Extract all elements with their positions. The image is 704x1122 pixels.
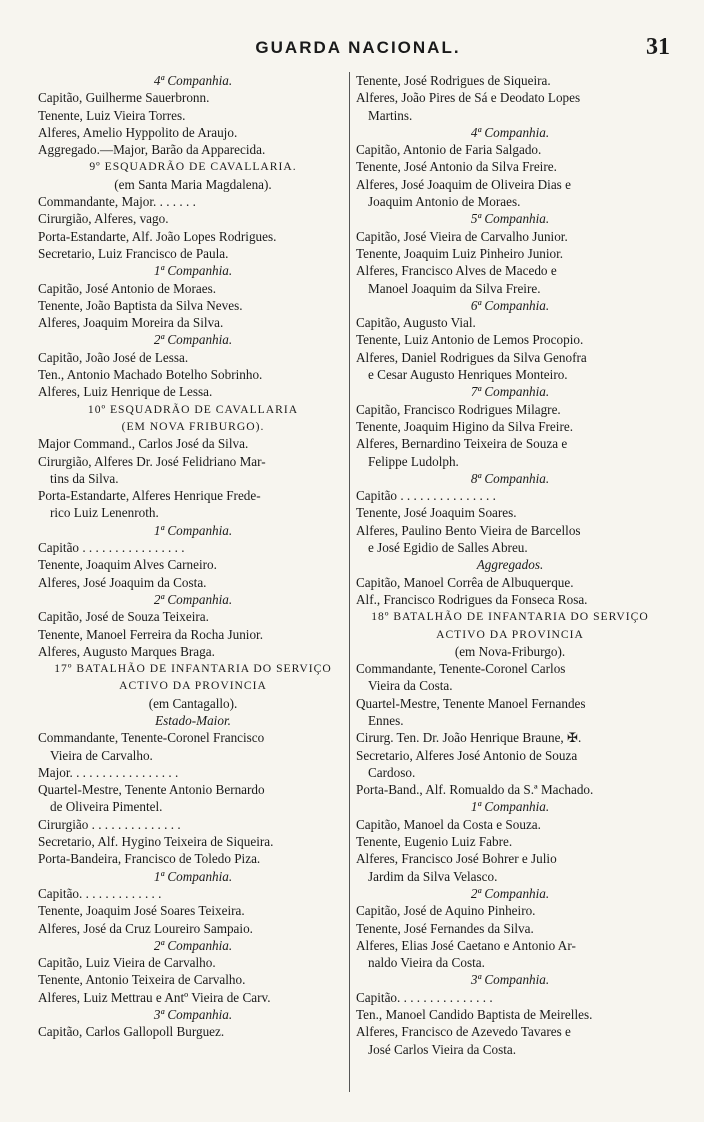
roster-line: Ennes. (368, 712, 404, 728)
section-heading: 4ª Companhia. (470, 124, 550, 140)
roster-line: Tenente, José Fernandes da Silva. (356, 920, 534, 936)
right-column (356, 72, 664, 1058)
section-heading: ACTIVO DA PROVINCIA (119, 679, 267, 693)
roster-line: Alferes, Elias José Caetano e Antonio Ar- (356, 937, 576, 953)
roster-line: Capitão . . . . . . . . . . . . . . . . (38, 540, 185, 556)
roster-line: Tenente, José Antonio da Silva Freire. (356, 159, 557, 175)
roster-line: Alferes, Francisco de Azevedo Tavares e (356, 1024, 571, 1040)
section-heading: (em Nova-Friburgo). (454, 643, 566, 659)
roster-line: Commandante, Major. . . . . . . (38, 194, 196, 210)
roster-line: José Carlos Vieira da Costa. (368, 1041, 517, 1057)
roster-line: Capitão, Guilherme Sauerbronn. (38, 90, 210, 106)
roster-line: Alferes, Daniel Rodrigues da Silva Genofra (356, 349, 587, 365)
left-column (38, 72, 348, 1041)
roster-line: Tenente, José Joaquim Soares. (356, 505, 517, 521)
roster-line: Porta-Band., Alf. Romualdo da S.ª Machado. (356, 782, 594, 798)
roster-line: Alferes, Francisco Alves de Macedo e (356, 263, 557, 279)
roster-line: naldo Vieira da Costa. (368, 955, 485, 971)
section-heading: (em Cantagallo). (148, 695, 238, 711)
roster-line: Secretario, Alf. Hygino Teixeira de Siqueira. (38, 834, 274, 850)
roster-line: Alferes, Francisco José Bohrer e Julio (356, 851, 557, 867)
section-heading: 2ª Companhia. (153, 937, 233, 953)
roster-line: Manoel Joaquim da Silva Freire. (368, 280, 541, 296)
roster-line: Capitão, Luiz Vieira de Carvalho. (38, 955, 216, 971)
roster-line: Secretario, Luiz Francisco de Paula. (38, 245, 229, 261)
roster-line: Capitão, Carlos Gallopoll Burguez. (38, 1024, 225, 1040)
roster-line: Tenente, Joaquim Higino da Silva Freire. (356, 418, 573, 434)
roster-line: Tenente, José Rodrigues de Siqueira. (356, 73, 551, 88)
page-title: GUARDA NACIONAL. (255, 38, 461, 57)
section-heading: (em Santa Maria Magdalena). (114, 176, 272, 192)
roster-line: Secretario, Alferes José Antonio de Souza (356, 747, 578, 763)
roster-line: Alferes, Joaquim Moreira da Silva. (38, 315, 224, 331)
section-heading: 18º BATALHÃO DE INFANTARIA DO SERVIÇO (371, 610, 649, 624)
roster-line: Tenente, Eugenio Luiz Fabre. (356, 834, 513, 850)
roster-line: tins da Silva. (50, 470, 119, 486)
roster-line: Capitão, José de Souza Teixeira. (38, 609, 209, 625)
roster-line: Vieira da Costa. (368, 678, 453, 694)
section-heading: 2ª Companhia. (470, 885, 550, 901)
roster-line: Major. . . . . . . . . . . . . . . . . (38, 764, 179, 780)
section-heading: 7ª Companhia. (470, 384, 550, 400)
roster-line: Tenente, Manoel Ferreira da Rocha Junior. (38, 626, 264, 642)
roster-line: Alferes, José Joaquim de Oliveira Dias e (356, 176, 571, 192)
roster-line: Alferes, Paulino Bento Vieira de Barcellos (356, 522, 581, 538)
roster-line: Commandante, Tenente-Coronel Carlos (356, 661, 566, 677)
roster-line: Aggregado.—Major, Barão da Apparecida. (38, 142, 266, 158)
page-number: 31 (646, 34, 670, 60)
section-heading: 17º BATALHÃO DE INFANTARIA DO SERVIÇO (54, 662, 332, 676)
roster-line: e José Egidio de Salles Abreu. (368, 540, 528, 556)
roster-line: Porta-Estandarte, Alf. João Lopes Rodrigues. (38, 228, 277, 244)
section-heading: Estado-Maior. (155, 712, 231, 728)
roster-line: Major Command., Carlos José da Silva. (38, 436, 249, 452)
roster-line: Alferes, Bernardino Teixeira de Souza e (356, 436, 568, 452)
section-heading: 1ª Companhia. (470, 799, 550, 815)
column-divider (349, 72, 350, 1092)
section-heading: 1ª Companhia. (153, 263, 233, 279)
roster-line: Capitão, João José de Lessa. (38, 349, 189, 365)
roster-line: Vieira de Carvalho. (50, 747, 153, 763)
roster-line: Ten., Manoel Candido Baptista de Meirelles. (356, 1007, 593, 1023)
roster-line: Alferes, Augusto Marques Braga. (38, 643, 215, 659)
roster-line: Tenente, João Baptista da Silva Neves. (38, 297, 243, 313)
roster-line: Tenente, Luiz Vieira Torres. (38, 107, 186, 123)
roster-line: Cirurgião . . . . . . . . . . . . . . (38, 816, 181, 832)
roster-line: Alferes, João Pires de Sá e Deodato Lopes (356, 90, 581, 106)
section-heading: 10º ESQUADRÃO DE CAVALLARIA (87, 402, 299, 416)
roster-line: Capitão. . . . . . . . . . . . . . . (356, 989, 493, 1005)
roster-line: Capitão, José Antonio de Moraes. (38, 280, 217, 296)
roster-line: Tenente, Joaquim Luiz Pinheiro Junior. (356, 245, 564, 261)
section-heading: 2ª Companhia. (153, 591, 233, 607)
roster-line: Porta-Bandeira, Francisco de Toledo Piza. (38, 851, 261, 867)
roster-line: Jardim da Silva Velasco. (368, 868, 498, 884)
roster-line: Cirurgião, Alferes, vago. (38, 211, 169, 227)
roster-line: Alferes, Luiz Mettrau e Antº Vieira de Carv. (38, 989, 271, 1005)
section-heading: 1ª Companhia. (153, 522, 233, 538)
roster-line: Quartel-Mestre, Tenente Antonio Bernardo (38, 782, 265, 798)
section-heading: ACTIVO DA PROVINCIA (436, 627, 584, 641)
roster-line: Capitão . . . . . . . . . . . . . . . (356, 488, 496, 504)
section-heading: 2ª Companhia. (153, 332, 233, 348)
roster-line: Martins. (368, 107, 413, 123)
roster-line: Tenente, Luiz Antonio de Lemos Procopio. (356, 332, 584, 348)
section-heading: 5ª Companhia. (470, 211, 550, 227)
roster-line: de Oliveira Pimentel. (50, 799, 163, 815)
roster-line: Capitão, José de Aquino Pinheiro. (356, 903, 536, 919)
roster-line: rico Luiz Lenenroth. (50, 505, 159, 521)
section-heading: 9º ESQUADRÃO DE CAVALLARIA. (89, 160, 297, 174)
roster-line: Capitão, Francisco Rodrigues Milagre. (356, 401, 561, 417)
roster-line: Capitão, Manoel Corrêa de Albuquerque. (356, 574, 574, 590)
page-header (40, 34, 676, 64)
roster-line: e Cesar Augusto Henriques Monteiro. (368, 367, 568, 383)
roster-line: Alferes, José Joaquim da Costa. (38, 574, 207, 590)
roster-line: Joaquim Antonio de Moraes. (368, 194, 521, 210)
section-heading: (EM NOVA FRIBURGO). (121, 419, 265, 433)
roster-line: Tenente, Joaquim José Soares Teixeira. (38, 903, 245, 919)
section-heading: Aggregados. (476, 557, 544, 573)
roster-line: Cirurgião, Alferes Dr. José Felidriano Mar- (38, 453, 266, 469)
roster-line: Capitão. . . . . . . . . . . . . (38, 885, 162, 901)
roster-line: Tenente, Antonio Teixeira de Carvalho. (38, 972, 246, 988)
roster-line: Capitão, José Vieira de Carvalho Junior. (356, 228, 568, 244)
roster-line: Capitão, Manoel da Costa e Souza. (356, 816, 541, 832)
roster-line: Cirurg. Ten. Dr. João Henrique Braune, ✠. (356, 730, 582, 746)
roster-line: Tenente, Joaquim Alves Carneiro. (38, 557, 217, 573)
section-heading: 3ª Companhia. (153, 1007, 233, 1023)
roster-line: Felippe Ludolph. (368, 453, 459, 469)
section-heading: 6ª Companhia. (470, 297, 550, 313)
roster-line: Quartel-Mestre, Tenente Manoel Fernandes (356, 695, 586, 711)
roster-line: Alferes, Amelio Hyppolito de Araujo. (38, 124, 238, 140)
roster-line: Capitão, Augusto Vial. (356, 315, 476, 331)
roster-line: Alf., Francisco Rodrigues da Fonseca Rosa. (356, 591, 588, 607)
roster-line: Cardoso. (368, 764, 416, 780)
section-heading: 1ª Companhia. (153, 868, 233, 884)
roster-line: Porta-Estandarte, Alferes Henrique Frede- (38, 488, 261, 504)
roster-line: Alferes, José da Cruz Loureiro Sampaio. (38, 920, 253, 936)
roster-line: Alferes, Luiz Henrique de Lessa. (38, 384, 213, 400)
section-heading: 3ª Companhia. (470, 972, 550, 988)
roster-line: Commandante, Tenente-Coronel Francisco (38, 730, 265, 746)
section-heading: 4ª Companhia. (153, 73, 233, 88)
roster-line: Ten., Antonio Machado Botelho Sobrinho. (38, 367, 263, 383)
roster-line: Capitão, Antonio de Faria Salgado. (356, 142, 542, 158)
section-heading: 8ª Companhia. (470, 470, 550, 486)
